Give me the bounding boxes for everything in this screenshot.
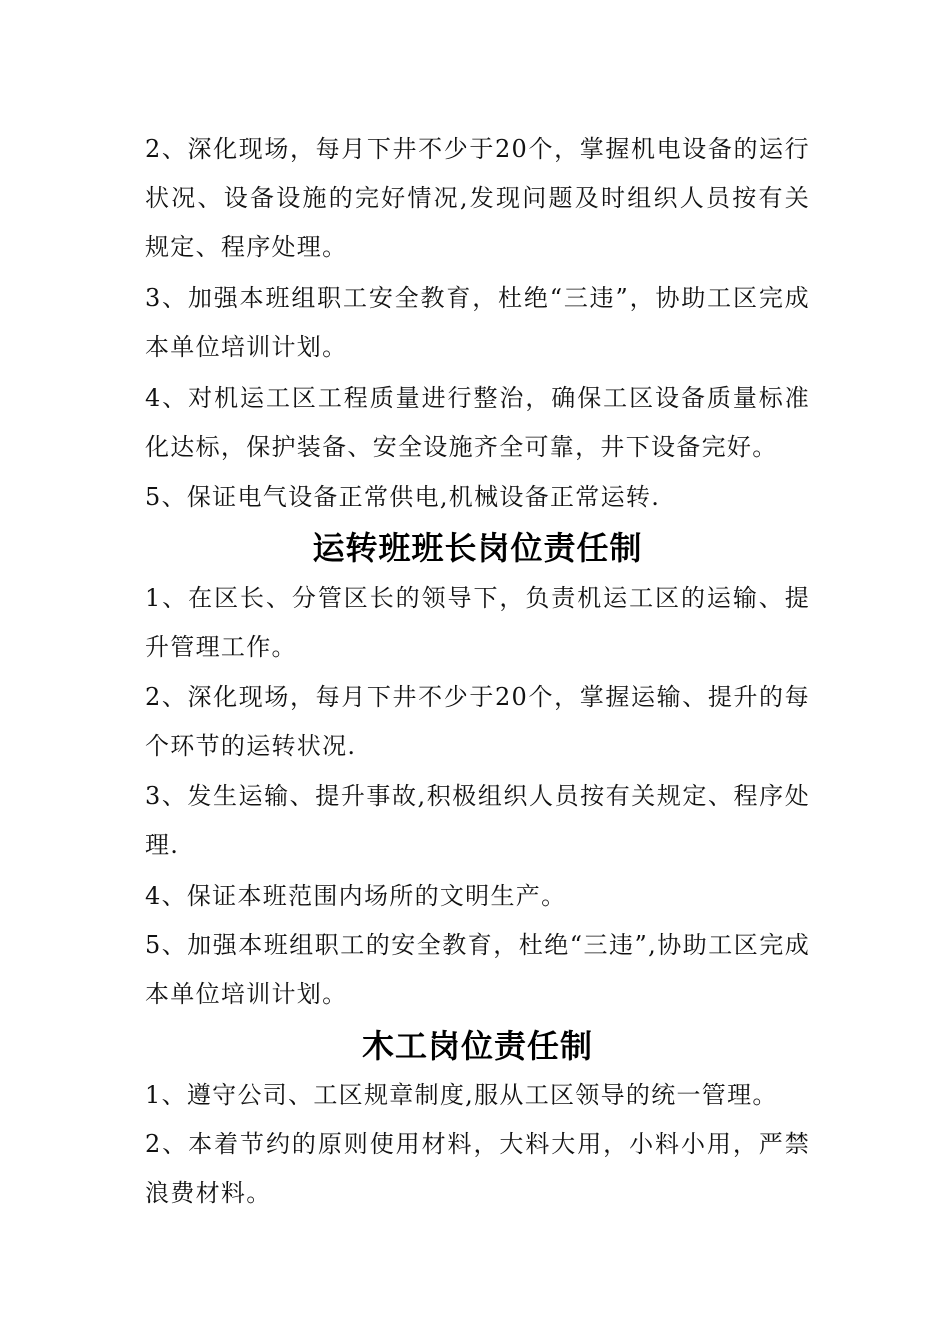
- transport-item-1: 1、在区长、分管区长的领导下，负责机运工区的运输、提升管理工作。: [145, 584, 810, 661]
- prev-item-2: 2、深化现场，每月下井不少于20个，掌握机电设备的运行状况、设备设施的完好情况,发现问题及时组织人员按有关规定、程序处理。: [145, 135, 810, 261]
- prev-item-3: 3、加强本班组职工安全教育，杜绝“三违”，协助工区完成本单位培训计划。: [145, 284, 810, 361]
- carpenter-item-2: 2、本着节约的原则使用材料，大料大用，小料小用，严禁浪费材料。: [145, 1130, 810, 1207]
- section-title-carpenter: 木工岗位责任制: [361, 1027, 593, 1065]
- transport-item-5: 5、加强本班组职工的安全教育，杜绝“三违”,协助工区完成本单位培训计划。: [145, 931, 810, 1008]
- carpenter-item-1: 1、遵守公司、工区规章制度,服从工区领导的统一管理。: [145, 1081, 778, 1109]
- transport-item-3: 3、发生运输、提升事故,积极组织人员按有关规定、程序处理.: [145, 782, 810, 859]
- section-title-transport: 运转班班长岗位责任制: [312, 529, 643, 567]
- transport-item-4: 4、保证本班范围内场所的文明生产。: [145, 882, 567, 910]
- transport-item-2: 2、深化现场，每月下井不少于20个，掌握运输、提升的每个环节的运转状况.: [145, 683, 810, 760]
- prev-item-4: 4、对机运工区工程质量进行整治，确保工区设备质量标准化达标，保护装备、安全设施齐全可靠，井下设备完好。: [145, 384, 810, 461]
- prev-item-5: 5、保证电气设备正常供电,机械设备正常运转.: [145, 483, 661, 511]
